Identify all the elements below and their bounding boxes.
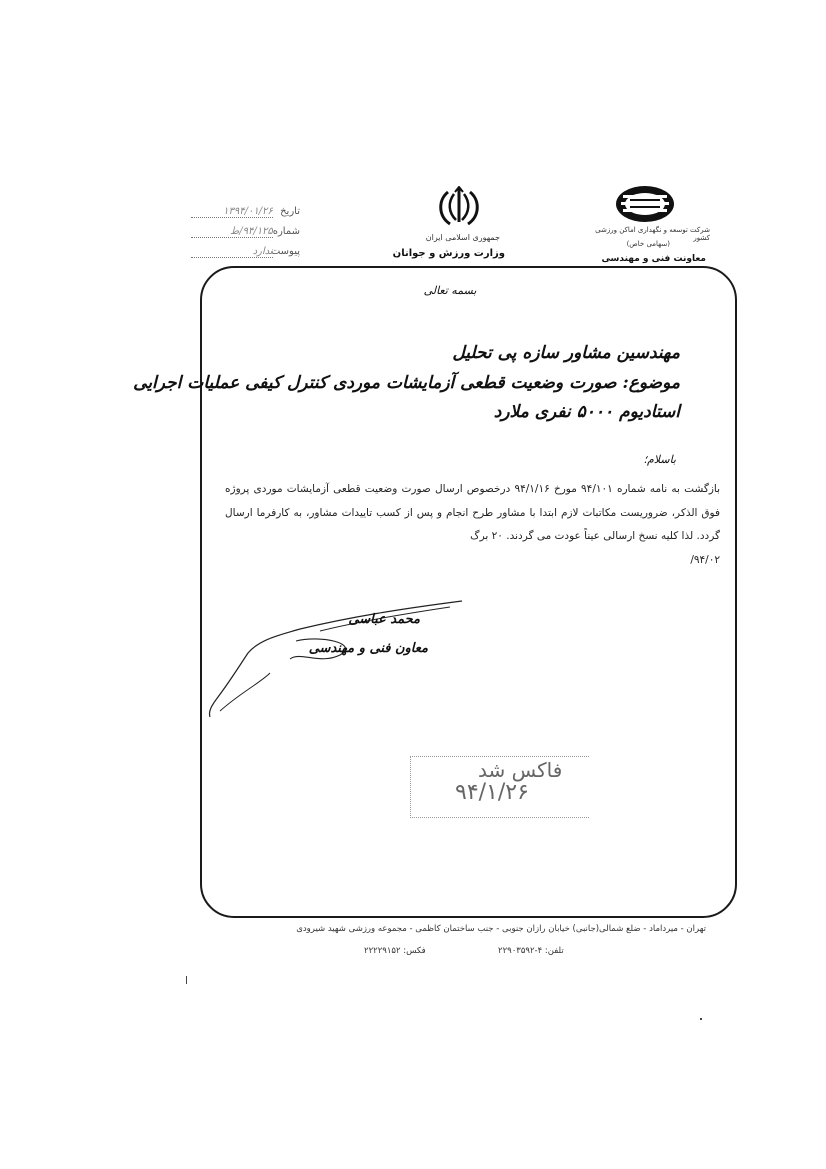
number-field — [180, 226, 300, 238]
signer-name: محمد عباسی — [348, 612, 420, 627]
footer-address: تهران - میرداماد - ضلع شمالی(جانبی) خیابان رازان جنوبی - جنب ساختمان کاظمی - مجموعه ورزشی شهید شیرودی — [296, 924, 706, 934]
attachment-value: ندارد — [191, 246, 273, 258]
handwritten-signature — [200, 595, 470, 725]
date-label: تاریخ — [280, 206, 300, 217]
letter-body — [225, 478, 720, 572]
subject-line-1: موضوع: صورت وضعیت قطعی آزمایشات موردی کنترل کیفی عملیات اجرایی — [133, 373, 680, 393]
scan-speck — [186, 976, 187, 984]
bismillah: بسمه تعالی — [423, 284, 477, 297]
number-value: ۹۴/۱۲۵/ط — [191, 226, 273, 238]
letter-frame — [200, 266, 737, 918]
gov-line-1: جمهوری اسلامی ایران — [425, 233, 500, 242]
company-line-3: معاونت فنی و مهندسی — [601, 254, 706, 264]
fax-stamp-date: ۹۴/۱/۲۶ — [455, 780, 529, 805]
company-line-1: شرکت توسعه و نگهداری اماکن ورزشی کشور — [595, 226, 710, 242]
scan-speck — [700, 1018, 702, 1020]
greeting: باسلام؛ — [643, 453, 676, 466]
attachment-field — [180, 246, 300, 258]
letter-body-text: بازگشت به نامه شماره ۹۴/۱۰۱ مورخ ۹۴/۱/۱۶ درخصوص ارسال صورت وضعیت قطعی آزمایشات موردی پروژه فوق الذکر، ضروریست مکاتبات لازم ابتدا با مشاور طرح انجام و پس از کسب تاییدات مشاور، به کارفرما ارسال گردد. لذا کلیه نسخ ارسالی عیناً عودت می گردند. ۲۰ برگ — [225, 483, 721, 542]
signer-title: معاون فنی و مهندسی — [308, 641, 428, 656]
footer-fax: فکس: ۲۲۲۲۹۱۵۲ — [364, 946, 426, 956]
recipient: مهندسین مشاور سازه پی تحلیل — [452, 343, 680, 363]
company-line-2: (سهامی خاص) — [626, 240, 670, 248]
attachment-label: پیوست — [270, 246, 300, 257]
company-logo-icon — [614, 184, 676, 224]
footer-tel: تلفن: ۴-۲۲۹۰۳۵۹۲ — [498, 946, 564, 956]
number-label: شماره — [272, 226, 300, 237]
fax-stamp-label: فاکس شد — [478, 758, 563, 782]
date-field — [180, 206, 300, 218]
subject-line-2: استادیوم ۵۰۰۰ نفری ملارد — [493, 402, 680, 422]
iran-emblem-icon — [434, 186, 484, 230]
date-value: ۱۳۹۴/۰۱/۲۶ — [191, 206, 273, 218]
letter-body-tail: ۹۴/۰۲/ — [690, 553, 720, 566]
gov-line-2: وزارت ورزش و جوانان — [392, 248, 505, 259]
